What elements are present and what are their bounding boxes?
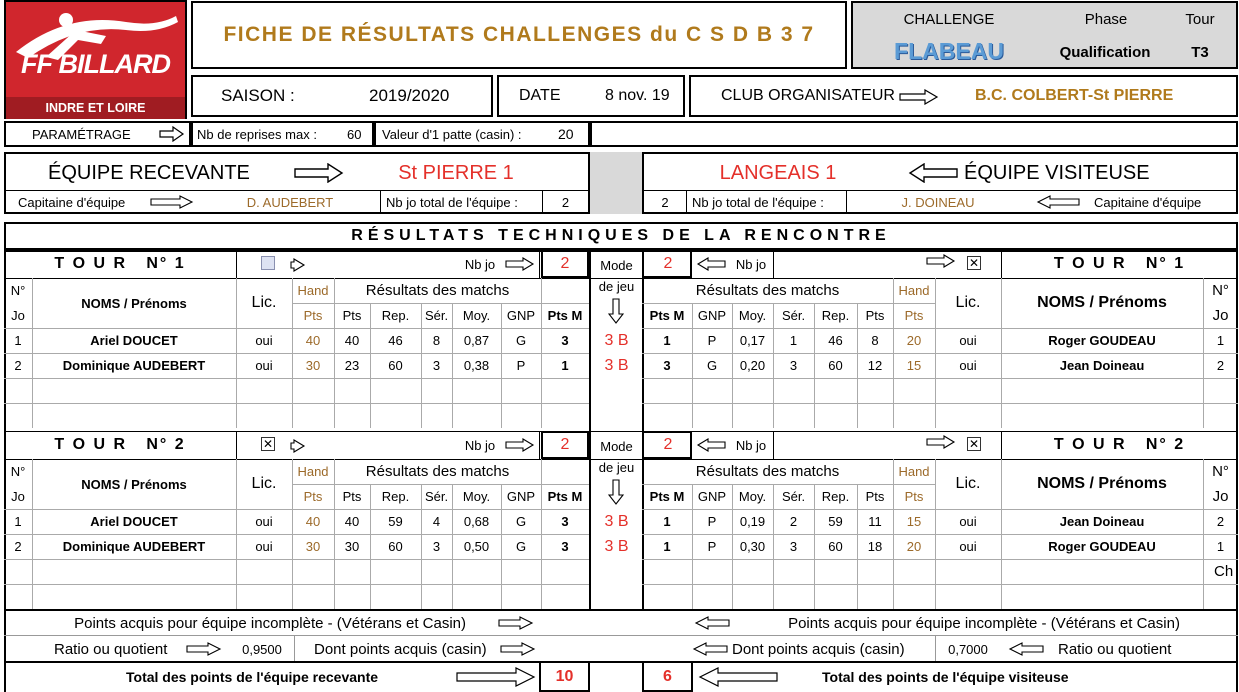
away-forfeit-checkbox[interactable]: ✕ — [968, 437, 980, 451]
arrow-right-icon — [505, 257, 535, 271]
player-n: 2 — [14, 358, 22, 373]
player-ser: 3 — [432, 358, 441, 373]
col-lic: Lic. — [251, 294, 277, 311]
saison-value: 2019/2020 — [369, 86, 450, 105]
col-ser: Sér. — [781, 489, 806, 504]
player-name: Roger GOUDEAU — [1048, 333, 1156, 348]
col-lic: Lic. — [955, 475, 981, 492]
col-jo: Jo — [11, 308, 25, 323]
col-n: N° — [1212, 463, 1229, 480]
away-team-box — [642, 152, 1238, 214]
away-nbjo-label: Nb jo — [735, 256, 767, 272]
col-resultats: Résultats des matchs — [695, 463, 840, 480]
player-rep: 60 — [828, 539, 843, 554]
arrow-left-icon — [696, 257, 726, 271]
reprises-box — [191, 121, 374, 147]
arrow-left-icon — [908, 163, 958, 183]
col-ptsm: Pts M — [649, 308, 685, 323]
col-moy: Moy. — [738, 308, 767, 323]
player-hand: 15 — [906, 358, 922, 373]
player-ptsm: 3 — [561, 514, 569, 529]
away-ratio-label: Ratio ou quotient — [1058, 640, 1172, 658]
tour-title-home: T O U R N° 1 — [54, 255, 186, 272]
col-pts-hand: Pts — [303, 489, 323, 504]
col-ser: Sér. — [424, 489, 449, 504]
player-ser: 3 — [789, 358, 798, 373]
date-label: DATE — [519, 87, 561, 104]
player-ptsm: 3 — [663, 358, 671, 373]
player-pts: 12 — [867, 358, 883, 373]
col-ptsm: Pts M — [547, 308, 583, 323]
player-ser: 2 — [789, 514, 798, 529]
arrow-right-icon — [926, 254, 956, 268]
away-total-label: Total des points de l'équipe visiteuse — [822, 669, 1069, 685]
home-casin-label: Dont points acquis (casin) — [314, 640, 487, 658]
player-rep: 46 — [388, 333, 403, 348]
arrow-right-icon — [294, 163, 344, 183]
tour-title-home: T O U R N° 2 — [54, 436, 186, 453]
player-n: 1 — [14, 514, 22, 529]
away-captain-name: J. DOINEAU — [901, 194, 975, 210]
away-captain-label: Capitaine d'équipe — [1094, 194, 1202, 210]
player-rep: 60 — [828, 358, 843, 373]
col-jo: Jo — [1212, 307, 1229, 324]
col-hand: Hand — [297, 464, 329, 479]
player-gnp: G — [706, 358, 718, 373]
away-nbjo-value: 2 — [661, 194, 669, 210]
arrow-left-icon — [696, 438, 726, 452]
home-ratio-label: Ratio ou quotient — [54, 640, 168, 658]
arrow-down-icon — [608, 298, 624, 324]
player-ser: 4 — [432, 514, 441, 529]
saison-box — [191, 75, 493, 117]
arrow-left-icon — [694, 616, 730, 630]
col-pts: Pts — [865, 308, 885, 323]
player-rep: 60 — [388, 539, 403, 554]
club-label: CLUB ORGANISATEUR — [721, 87, 895, 104]
player-gnp: P — [707, 514, 717, 529]
home-captain-name: D. AUDEBERT — [246, 194, 334, 210]
col-pts: Pts — [865, 489, 885, 504]
home-team-name: St PIERRE 1 — [398, 161, 514, 184]
col-lic: Lic. — [955, 294, 981, 311]
player-name: Roger GOUDEAU — [1048, 539, 1156, 554]
player-pts: 40 — [344, 333, 360, 348]
arrow-left-icon — [1008, 642, 1044, 656]
mode-value: 3 B — [604, 537, 629, 555]
player-rep: 60 — [388, 358, 403, 373]
player-name: Dominique AUDEBERT — [62, 539, 206, 554]
arrow-right-icon — [186, 642, 222, 656]
player-rep: 59 — [388, 514, 403, 529]
col-rep: Rep. — [821, 489, 850, 504]
player-lic: oui — [959, 333, 977, 348]
player-n: 1 — [14, 333, 22, 348]
club-value: B.C. COLBERT-St PIERRE — [975, 87, 1174, 104]
player-hand: 40 — [305, 333, 321, 348]
ffb-logo — [4, 0, 187, 119]
challenge-value: FLABEAU — [894, 37, 1004, 64]
player-ser: 3 — [432, 539, 441, 554]
player-ptsm: 1 — [663, 333, 671, 348]
player-ser: 1 — [789, 333, 798, 348]
saison-label: SAISON : — [221, 86, 295, 105]
player-gnp: P — [516, 358, 526, 373]
arrow-left-icon — [698, 667, 778, 687]
player-ser: 8 — [432, 333, 441, 348]
arrow-right-icon — [150, 195, 194, 209]
dejeu-label: de jeu — [598, 278, 635, 294]
params-blank — [590, 121, 1238, 147]
col-n: N° — [10, 283, 26, 298]
player-rep: 46 — [828, 333, 843, 348]
player-ptsm: 3 — [561, 333, 569, 348]
overflow-text: Ch — [1214, 563, 1234, 580]
col-rep: Rep. — [821, 308, 850, 323]
player-gnp: P — [707, 539, 717, 554]
arrow-right-icon — [456, 667, 536, 687]
col-gnp: GNP — [697, 308, 727, 323]
col-ptsm: Pts M — [547, 489, 583, 504]
col-jo: Jo — [1212, 488, 1229, 505]
col-hand: Hand — [297, 283, 329, 298]
player-moy: 0,68 — [463, 514, 490, 529]
home-nbjo-value: 2 — [561, 194, 570, 210]
home-ratio-value: 0,9500 — [242, 641, 282, 657]
tour-value: T3 — [1191, 43, 1209, 61]
arrow-right-icon — [926, 435, 956, 449]
player-lic: oui — [959, 514, 977, 529]
arrow-down-icon — [608, 479, 624, 505]
player-ser: 3 — [789, 539, 798, 554]
arrow-right-icon — [500, 642, 536, 656]
col-gnp: GNP — [697, 489, 727, 504]
reprises-label: Nb de reprises max : — [197, 126, 317, 142]
home-forfeit-checkbox[interactable] — [261, 256, 275, 270]
challenge-label: CHALLENGE — [903, 10, 995, 28]
tour-label: Tour — [1185, 10, 1215, 28]
phase-label: Phase — [1084, 10, 1128, 28]
arrow-right-icon — [498, 616, 534, 630]
mode-label: Mode — [600, 438, 633, 454]
col-resultats: Résultats des matchs — [365, 282, 510, 299]
player-moy: 0,87 — [463, 333, 490, 348]
col-rep: Rep. — [381, 489, 410, 504]
mode-label: Mode — [600, 257, 633, 273]
player-hand: 30 — [305, 358, 321, 373]
challenge-box — [851, 1, 1238, 69]
player-name: Dominique AUDEBERT — [62, 358, 206, 373]
player-pts: 40 — [344, 514, 360, 529]
arrow-right-icon — [290, 439, 306, 453]
col-resultats: Résultats des matchs — [365, 463, 510, 480]
logo-subtitle: INDRE ET LOIRE — [6, 97, 185, 119]
home-nbjo-label: Nb jo total de l'équipe : — [386, 194, 518, 210]
player-n: 1 — [1216, 539, 1225, 554]
col-pts-hand: Pts — [904, 308, 924, 323]
player-n: 2 — [1216, 514, 1225, 529]
date-value: 8 nov. 19 — [605, 87, 670, 104]
col-jo: Jo — [11, 489, 25, 504]
player-pts: 30 — [344, 539, 360, 554]
player-hand: 30 — [305, 539, 321, 554]
player-rep: 59 — [828, 514, 843, 529]
arrow-right-icon — [159, 126, 185, 142]
player-lic: oui — [255, 358, 273, 373]
player-n: 2 — [14, 539, 22, 554]
phase-value: Qualification — [1059, 43, 1151, 61]
player-hand: 40 — [305, 514, 321, 529]
player-lic: oui — [959, 358, 977, 373]
player-lic: oui — [255, 333, 273, 348]
player-moy: 0,20 — [739, 358, 766, 373]
away-casin-label: Dont points acquis (casin) — [732, 640, 905, 658]
col-moy: Moy. — [462, 489, 491, 504]
player-hand: 15 — [906, 514, 922, 529]
club-box — [689, 75, 1238, 117]
away-nbjo-value: 2 — [663, 436, 673, 453]
mode-value: 3 B — [604, 356, 629, 374]
away-team-name: LANGEAIS 1 — [719, 161, 837, 184]
params-box — [4, 121, 191, 147]
arrow-left-icon — [1036, 195, 1080, 209]
col-n: N° — [10, 464, 26, 479]
home-nbjo-label: Nb jo — [464, 256, 496, 272]
player-moy: 0,38 — [463, 358, 490, 373]
player-gnp: P — [707, 333, 717, 348]
player-name: Jean Doineau — [1059, 358, 1145, 373]
col-pts-hand: Pts — [904, 489, 924, 504]
col-noms: NOMS / Prénoms — [81, 476, 187, 492]
player-pts: 18 — [867, 539, 883, 554]
home-captain-label: Capitaine d'équipe — [18, 194, 126, 210]
away-incomplete-label: Points acquis pour équipe incomplète - (Vétérans et Casin) — [788, 614, 1180, 632]
player-pts: 23 — [344, 358, 360, 373]
away-nbjo-value: 2 — [663, 255, 673, 272]
page-title: FICHE DE RÉSULTATS CHALLENGES du C S D B 3 7 — [191, 1, 847, 69]
player-gnp: G — [515, 333, 527, 348]
home-nbjo-label: Nb jo — [464, 437, 496, 453]
away-nbjo-label: Nb jo — [735, 437, 767, 453]
player-name: Ariel DOUCET — [90, 333, 178, 348]
player-moy: 0,50 — [463, 539, 490, 554]
player-name: Jean Doineau — [1059, 514, 1145, 529]
player-gnp: G — [515, 514, 527, 529]
player-gnp: G — [515, 539, 527, 554]
home-incomplete-label: Points acquis pour équipe incomplète - (Vétérans et Casin) — [74, 614, 466, 632]
player-ptsm: 1 — [561, 358, 569, 373]
home-nbjo-value: 2 — [560, 255, 570, 272]
mode-value: 3 B — [604, 331, 629, 349]
col-resultats: Résultats des matchs — [695, 282, 840, 299]
tour-title-away: T O U R N° 1 — [1053, 255, 1186, 272]
arrow-right-icon — [899, 89, 939, 105]
player-ptsm: 3 — [561, 539, 569, 554]
home-total-label: Total des points de l'équipe recevante — [126, 669, 379, 685]
reprises-value: 60 — [347, 126, 362, 142]
col-noms: NOMS / Prénoms — [81, 295, 187, 311]
player-hand: 20 — [906, 333, 922, 348]
logo-title: FF BILLARD — [21, 48, 170, 79]
col-n: N° — [1212, 282, 1229, 299]
arrow-left-icon — [692, 642, 728, 656]
away-nbjo-label: Nb jo total de l'équipe : — [692, 194, 824, 210]
mode-value: 3 B — [604, 512, 629, 530]
player-n: 1 — [1216, 333, 1225, 348]
away-forfeit-checkbox[interactable]: ✕ — [968, 256, 980, 270]
player-hand: 20 — [906, 539, 922, 554]
col-ser: Sér. — [424, 308, 449, 323]
col-moy: Moy. — [462, 308, 491, 323]
col-gnp: GNP — [506, 308, 536, 323]
date-box — [497, 75, 685, 117]
away-ratio-value: 0,7000 — [948, 641, 988, 657]
results-title: RÉSULTATS TECHNIQUES DE LA RENCONTRE — [4, 222, 1238, 250]
away-total-value: 6 — [642, 661, 693, 692]
player-moy: 0,30 — [739, 539, 766, 554]
player-lic: oui — [255, 514, 273, 529]
home-team-box — [4, 152, 590, 214]
home-total-value: 10 — [539, 661, 590, 692]
col-pts: Pts — [342, 489, 362, 504]
player-lic: oui — [255, 539, 273, 554]
col-hand: Hand — [898, 464, 930, 479]
patte-label: Valeur d'1 patte (casin) : — [382, 126, 522, 142]
player-pts: 8 — [871, 333, 879, 348]
patte-value: 20 — [558, 126, 574, 142]
params-label: PARAMÉTRAGE — [32, 126, 131, 142]
player-moy: 0,19 — [739, 514, 766, 529]
col-rep: Rep. — [381, 308, 410, 323]
col-ptsm: Pts M — [649, 489, 685, 504]
tour-title-away: T O U R N° 2 — [1053, 436, 1186, 453]
col-pts: Pts — [342, 308, 362, 323]
player-ptsm: 1 — [663, 539, 671, 554]
col-gnp: GNP — [506, 489, 536, 504]
player-name: Ariel DOUCET — [90, 514, 178, 529]
col-noms: NOMS / Prénoms — [1037, 475, 1167, 492]
arrow-right-icon — [505, 438, 535, 452]
col-pts-hand: Pts — [303, 308, 323, 323]
player-pts: 11 — [868, 514, 882, 529]
patte-box — [374, 121, 590, 147]
col-lic: Lic. — [251, 475, 277, 492]
away-team-label: ÉQUIPE VISITEUSE — [964, 161, 1150, 184]
arrow-right-icon — [290, 258, 306, 272]
col-hand: Hand — [898, 283, 930, 298]
home-forfeit-checkbox[interactable]: ✕ — [262, 437, 274, 451]
home-team-label: ÉQUIPE RECEVANTE — [48, 161, 250, 184]
player-moy: 0,17 — [739, 333, 766, 348]
home-nbjo-value: 2 — [560, 436, 570, 453]
col-noms: NOMS / Prénoms — [1037, 294, 1167, 311]
player-n: 2 — [1216, 358, 1225, 373]
col-ser: Sér. — [781, 308, 806, 323]
col-moy: Moy. — [738, 489, 767, 504]
player-ptsm: 1 — [663, 514, 671, 529]
player-lic: oui — [959, 539, 977, 554]
dejeu-label: de jeu — [598, 459, 635, 475]
